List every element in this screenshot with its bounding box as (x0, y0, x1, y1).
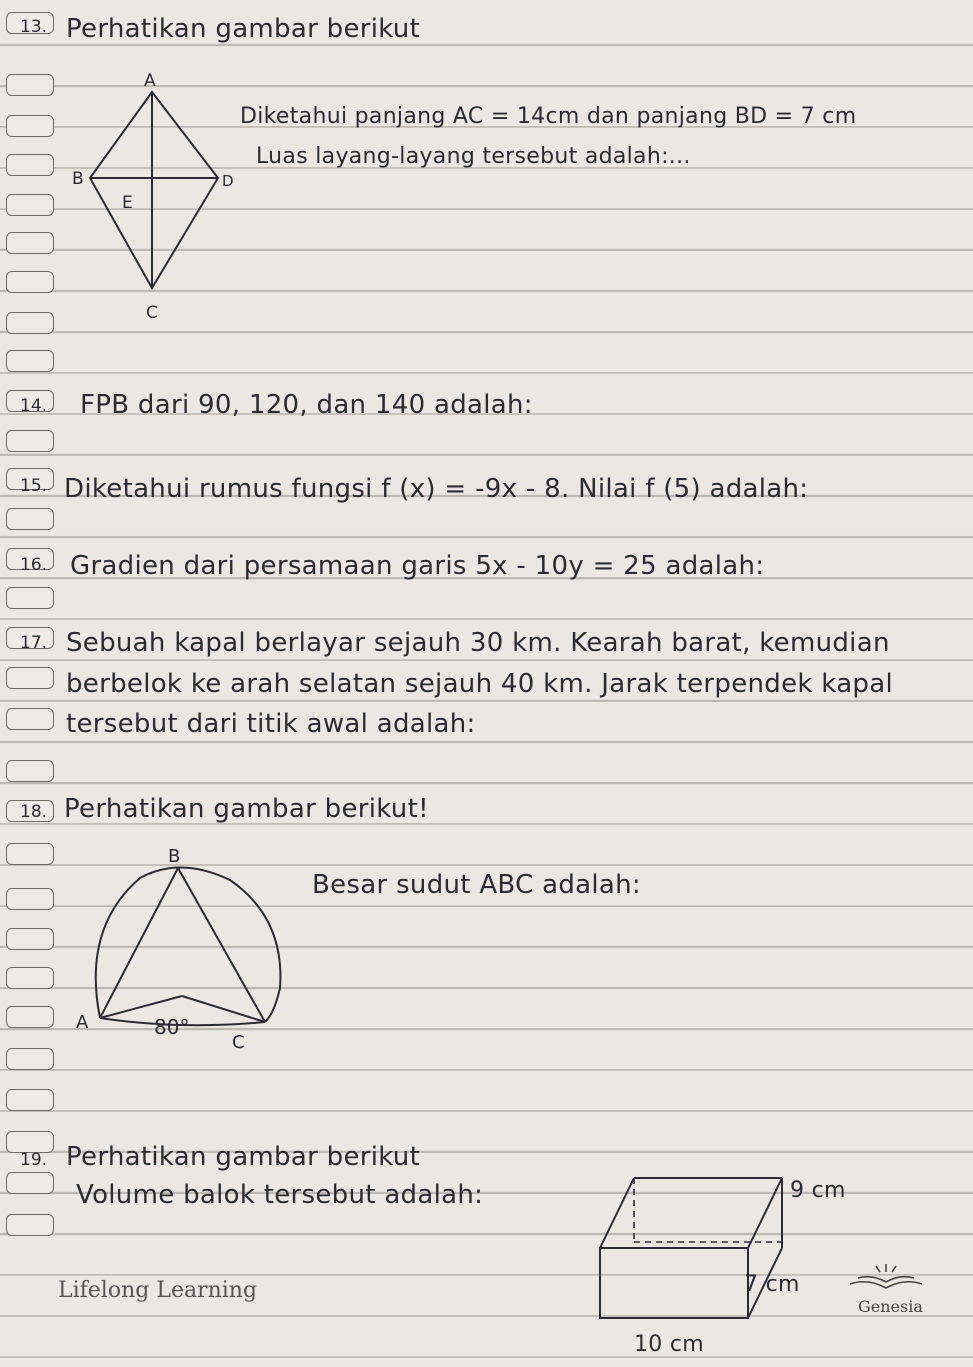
question-number: 17. (20, 633, 48, 653)
q15-text: Diketahui rumus fungsi f (x) = -9x - 8. Nilai f (5) adalah: (64, 474, 809, 504)
kite-diagram (60, 60, 260, 330)
checkbox[interactable] (6, 928, 54, 950)
checkbox[interactable] (6, 1089, 54, 1111)
checkbox[interactable] (6, 271, 54, 293)
checkbox[interactable] (6, 587, 54, 609)
checkbox[interactable] (6, 708, 54, 730)
q18-text: Besar sudut ABC adalah: (312, 870, 641, 900)
circle-angle-diagram (70, 838, 300, 1058)
point-c-label: C (232, 1032, 245, 1053)
book-logo-icon (846, 1262, 926, 1294)
checkbox[interactable] (6, 232, 54, 254)
q19-text: Volume balok tersebut adalah: (76, 1180, 484, 1210)
checkbox[interactable] (6, 312, 54, 334)
point-a-label: A (76, 1012, 89, 1033)
q13-line2: Luas layang-layang tersebut adalah:... (256, 144, 691, 169)
vertex-a-label: A (144, 71, 156, 91)
checkbox[interactable] (6, 194, 54, 216)
q17-line2: berbelok ke arah selatan sejauh 40 km. Jarak terpendek kapal (66, 669, 893, 699)
vertex-d-label: D (222, 172, 234, 190)
q14-text: FPB dari 90, 120, dan 140 adalah: (80, 390, 533, 420)
q16-text: Gradien dari persamaan garis 5x - 10y = 25 adalah: (70, 551, 765, 581)
q19-title: Perhatikan gambar berikut (66, 1142, 421, 1172)
q13-line1: Diketahui panjang AC = 14cm dan panjang BD = 7 cm (240, 104, 857, 129)
checkbox[interactable] (6, 888, 54, 910)
checkbox[interactable] (6, 74, 54, 96)
checkbox[interactable] (6, 1172, 54, 1194)
q17-line1: Sebuah kapal berlayar sejauh 30 km. Kearah barat, kemudian (66, 628, 890, 658)
checkbox[interactable] (6, 1214, 54, 1236)
q18-title: Perhatikan gambar berikut! (64, 794, 429, 824)
question-number: 16. (20, 555, 48, 575)
q17-line3: tersebut dari titik awal adalah: (66, 709, 476, 739)
checkbox[interactable] (6, 430, 54, 452)
point-b-label: B (168, 846, 181, 867)
depth-dimension: 7 cm (744, 1272, 800, 1297)
checkbox[interactable] (6, 350, 54, 372)
brand-name: Genesia (858, 1297, 923, 1316)
question-number: 15. (20, 476, 48, 496)
angle-label: 80° (154, 1015, 190, 1039)
checkbox[interactable] (6, 115, 54, 137)
vertex-e-label: E (122, 193, 133, 213)
checkbox[interactable] (6, 967, 54, 989)
q13-title: Perhatikan gambar berikut (66, 14, 421, 44)
question-number: 13. (20, 17, 48, 37)
height-dimension: 9 cm (790, 1178, 846, 1203)
checkbox[interactable] (6, 1006, 54, 1028)
checkbox[interactable] (6, 154, 54, 176)
checkbox[interactable] (6, 843, 54, 865)
question-number: 19. (20, 1150, 48, 1170)
question-number: 18. (20, 802, 48, 822)
vertex-b-label: B (72, 169, 84, 189)
checkbox[interactable] (6, 760, 54, 782)
question-number: 14. (20, 396, 48, 416)
footer-tagline: Lifelong Learning (58, 1278, 258, 1303)
checkbox[interactable] (6, 508, 54, 530)
vertex-c-label: C (146, 303, 158, 323)
checkbox[interactable] (6, 667, 54, 689)
checkbox[interactable] (6, 1048, 54, 1070)
length-dimension: 10 cm (634, 1332, 705, 1357)
